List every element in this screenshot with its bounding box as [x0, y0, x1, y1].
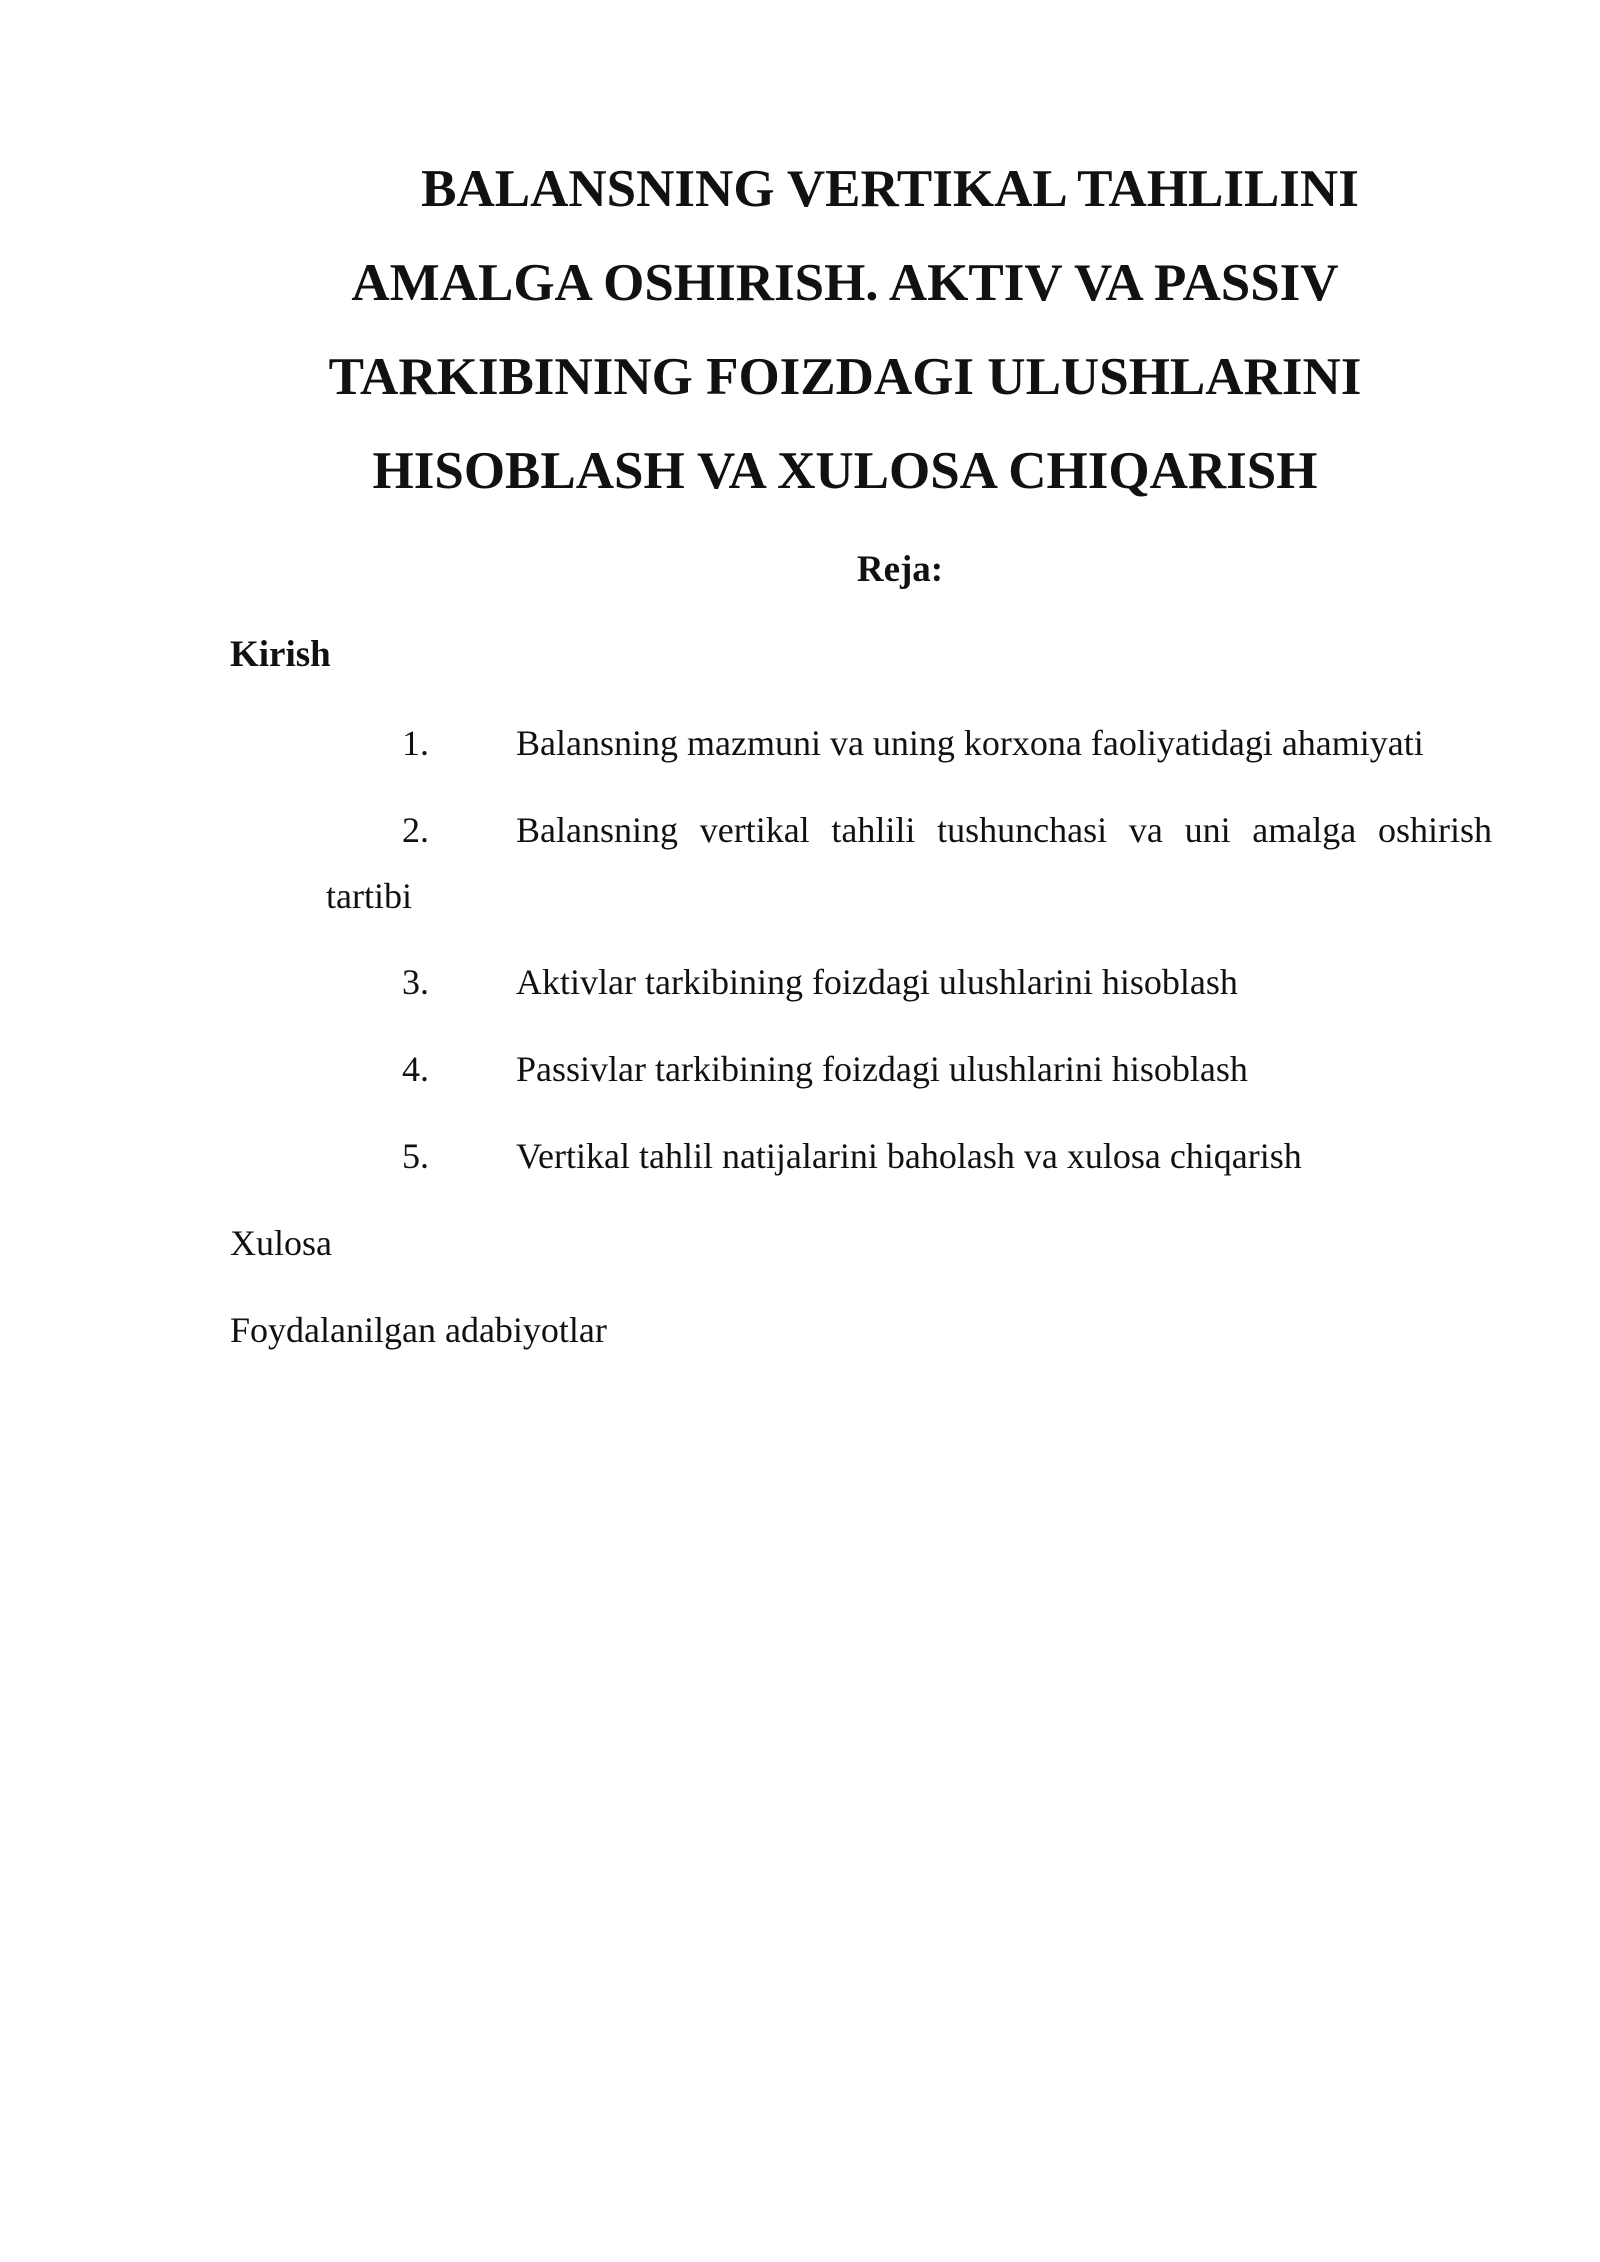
plan-item-number: 4.	[402, 1049, 429, 1089]
intro-heading: Kirish	[230, 634, 331, 675]
plan-item-number: 5.	[402, 1136, 429, 1176]
plan-item-text: Aktivlar tarkibining foizdagi ulushlarini hisoblash	[516, 962, 1238, 1002]
title-line-2: AMALGA OSHIRISH. AKTIV VA PASSIV	[351, 254, 1339, 312]
title-line-4: HISOBLASH VA XULOSA CHIQARISH	[372, 442, 1318, 500]
plan-item-text: Vertikal tahlil natijalarini baholash va xulosa chiqarish	[516, 1136, 1302, 1176]
plan-item-number: 2.	[402, 810, 429, 850]
plan-item-continuation-text: tartibi	[326, 876, 412, 916]
plan-heading: Reja:	[856, 549, 944, 590]
plan-item-text: Passivlar tarkibining foizdagi ulushlarini hisoblash	[516, 1049, 1248, 1089]
document-title	[230, 142, 1460, 518]
title-line-1: BALANSNING VERTIKAL TAHLILINI	[421, 160, 1359, 218]
plan-item-number: 3.	[402, 962, 429, 1002]
plan-item-number: 1.	[402, 723, 429, 763]
title-line-3: TARKIBINING FOIZDAGI ULUSHLARINI	[328, 348, 1362, 406]
plan-item-text: Balansning mazmuni va uning korxona faoliyatidagi ahamiyati	[516, 723, 1424, 763]
conclusion-heading: Xulosa	[230, 1223, 332, 1263]
references-heading: Foydalanilgan adabiyotlar	[230, 1310, 607, 1350]
plan-item-text: Balansning vertikal tahlili tushunchasi va uni amalga oshirish	[516, 810, 1492, 850]
